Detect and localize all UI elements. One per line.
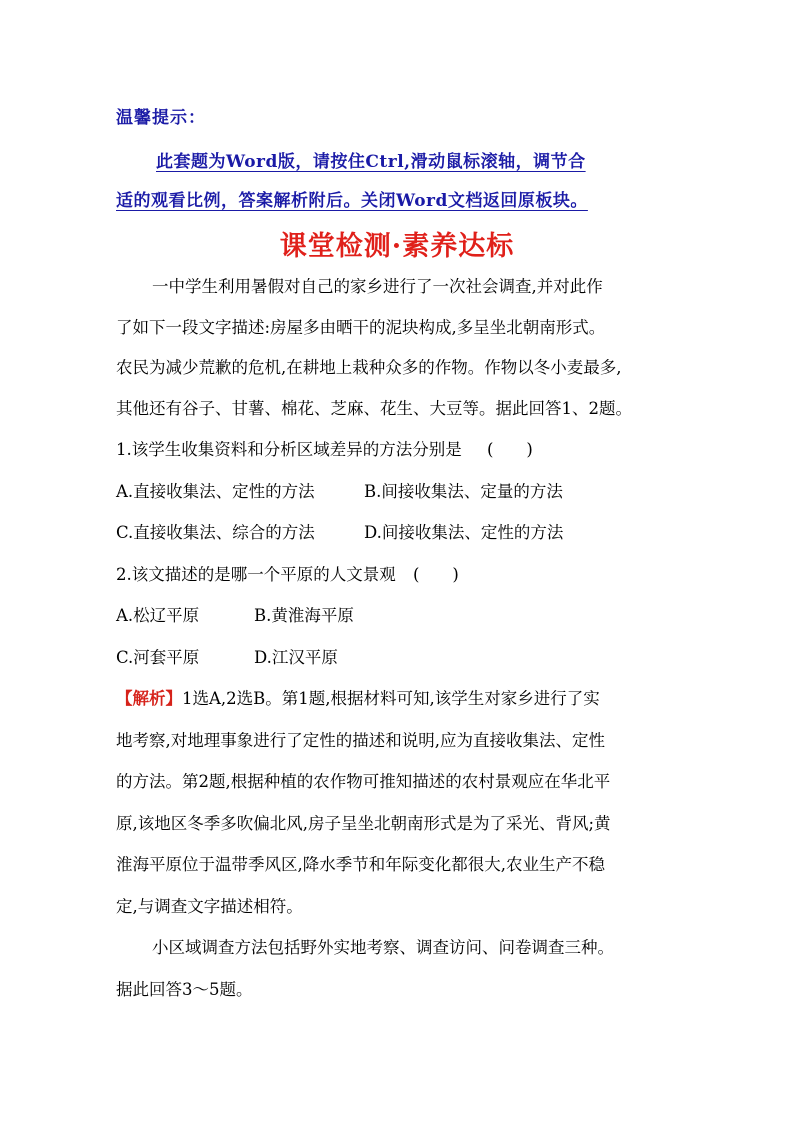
question-2 (116, 564, 459, 586)
q2-option-b: B.黄淮海平原 (254, 606, 354, 625)
analysis-line-5: 淮海平原位于温带季风区,降水季节和年际变化都很大,农业生产不稳 (116, 855, 605, 874)
passage1-line-3: 农民为减少荒歉的危机,在耕地上栽种众多的作物。作物以冬小麦最多, (116, 358, 622, 377)
analysis-tag: 【解析】 (116, 689, 182, 708)
question-1 (116, 439, 533, 461)
tip-line-2-text: 适的观看比例，答案解析附后。关闭Word文档返回原板块。 (116, 191, 588, 211)
tip-title: 温馨提示： (116, 108, 206, 128)
section-title: 课堂检测·素养达标 (279, 231, 515, 262)
q2-option-d: D.江汉平原 (254, 648, 338, 667)
passage1-line-1: 一中学生利用暑假对自己的家乡进行了一次社会调查,并对此作 (152, 277, 603, 296)
analysis-line-1 (116, 688, 600, 710)
analysis-text-1: 1选A,2选B。第1题,根据材料可知,该学生对家乡进行了实 (182, 689, 600, 708)
analysis-line-3: 的方法。第2题,根据种植的农作物可推知描述的农村景观应在华北平 (116, 772, 611, 791)
question-1-answer-paren: ( ) (487, 440, 533, 459)
tip-line-1 (156, 147, 586, 172)
passage1-line-2: 了如下一段文字描述:房屋多由晒干的泥块构成,多呈坐北朝南形式。 (116, 318, 606, 337)
q2-option-c: C.河套平原 (116, 648, 200, 667)
passage2-line-2: 据此回答3～5题。 (116, 980, 253, 999)
question-2-answer-paren: ( ) (413, 565, 459, 584)
q1-option-c: C.直接收集法、综合的方法 (116, 523, 315, 542)
q1-option-d: D.间接收集法、定性的方法 (364, 523, 564, 542)
question-1-stem: 1.该学生收集资料和分析区域差异的方法分别是 (116, 440, 462, 459)
q1-option-a: A.直接收集法、定性的方法 (116, 482, 315, 501)
analysis-line-2: 地考察,对地理事象进行了定性的描述和说明,应为直接收集法、定性 (116, 731, 605, 750)
passage2-line-1: 小区域调查方法包括野外实地考察、调查访问、问卷调查三种。 (152, 938, 614, 957)
q2-option-a: A.松辽平原 (116, 606, 200, 625)
question-2-stem: 2.该文描述的是哪一个平原的人文景观 (116, 565, 396, 584)
tip-line-2 (116, 186, 588, 211)
analysis-line-6: 定,与调查文字描述相符。 (116, 897, 303, 916)
q1-option-b: B.间接收集法、定量的方法 (364, 482, 563, 501)
tip-line-1-text: 此套题为Word版，请按住Ctrl,滑动鼠标滚轴，调节合 (156, 152, 586, 172)
analysis-line-4: 原,该地区冬季多吹偏北风,房子呈坐北朝南形式是为了采光、背风;黄 (116, 814, 611, 833)
passage1-line-4: 其他还有谷子、甘薯、棉花、芝麻、花生、大豆等。据此回答1、2题。 (116, 399, 632, 418)
